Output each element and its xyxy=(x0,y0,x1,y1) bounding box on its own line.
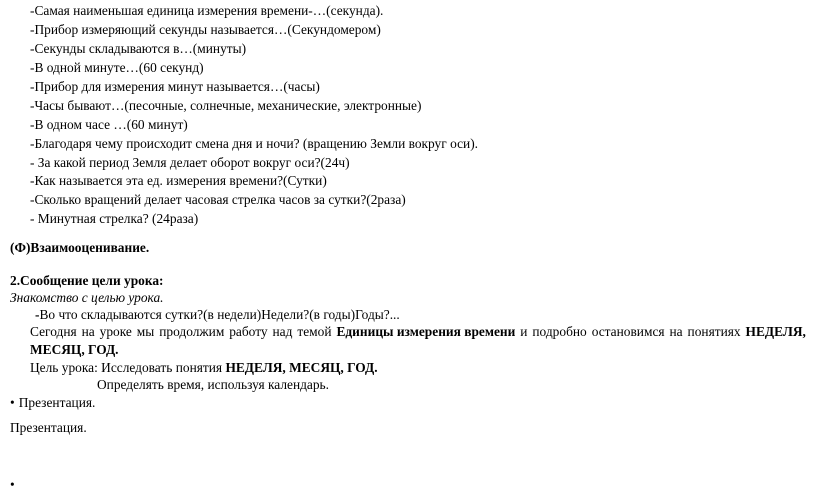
question-line: -Прибор для измерения минут называется…(часы) xyxy=(30,79,320,94)
question-line: -Часы бывают…(песочные, солнечные, механические, электронные) xyxy=(30,98,422,113)
question-line: -В одном часе …(60 минут) xyxy=(30,117,188,132)
question-text: Во что складываются сутки?(в недели)Недели?(в годы)Годы?... xyxy=(39,307,400,322)
para-word: понятиях xyxy=(687,324,741,339)
para-word: над xyxy=(272,324,293,339)
para-word: Сегодня xyxy=(30,324,77,339)
question-line: -Благодаря чему происходит смена дня и ночи? (вращению Земли вокруг оси). xyxy=(30,136,479,151)
question-line: - Минутная стрелка? (24раза) xyxy=(30,211,199,226)
section-subheading: Знакомство с целью урока. xyxy=(10,290,164,305)
presentation-text: Презентация. xyxy=(10,420,87,435)
question-line: -Прибор измеряющий секунды называется…(Секундомером) xyxy=(30,22,381,37)
question-line: -Как называется эта ед. измерения времени?(Сутки) xyxy=(30,173,327,188)
intro-paragraph-line xyxy=(30,324,806,340)
bullet-icon: • xyxy=(10,477,15,492)
goal-label: Цель урока: Исследовать понятия xyxy=(30,360,226,375)
para-word: и xyxy=(520,324,528,339)
bullet-icon: • xyxy=(10,395,15,410)
para-word: темой xyxy=(297,324,332,339)
goal-line xyxy=(30,360,378,376)
question-line: -Секунды складываются в…(минуты) xyxy=(30,41,247,56)
question-dash: - xyxy=(35,307,40,322)
question-line: -Самая наименьшая единица измерения времени-…(секунда). xyxy=(30,3,384,18)
bullet-item xyxy=(10,395,95,411)
bullet-text: Презентация. xyxy=(18,395,96,410)
concepts-end: МЕСЯЦ, ГОД. xyxy=(30,342,119,357)
question-line: -Сколько вращений делает часовая стрелка часов за сутки?(2раза) xyxy=(30,192,406,207)
section-heading-peer-assessment: (Ф)Взаимооценивание. xyxy=(10,240,150,255)
concepts-start: НЕДЕЛЯ, xyxy=(745,324,806,339)
para-word: на xyxy=(669,324,683,339)
lesson-question xyxy=(35,307,400,323)
question-line: - За какой период Земля делает оборот вокруг оси?(24ч) xyxy=(30,155,350,170)
section-heading-lesson-goal: 2.Сообщение цели урока: xyxy=(10,273,164,288)
para-word: подробно xyxy=(532,324,587,339)
question-line: -В одной минуте…(60 секунд) xyxy=(30,60,204,75)
para-word: на xyxy=(81,324,95,339)
goal-second-line: Определять время, используя календарь. xyxy=(97,377,330,392)
para-word: уроке xyxy=(99,324,132,339)
para-word: продолжим xyxy=(159,324,225,339)
para-word: остановимся xyxy=(591,324,665,339)
topic-name: Единицы измерения времени xyxy=(336,324,516,339)
goal-concepts: НЕДЕЛЯ, МЕСЯЦ, ГОД. xyxy=(225,360,378,375)
para-word: работу xyxy=(229,324,268,339)
para-word: мы xyxy=(136,324,155,339)
